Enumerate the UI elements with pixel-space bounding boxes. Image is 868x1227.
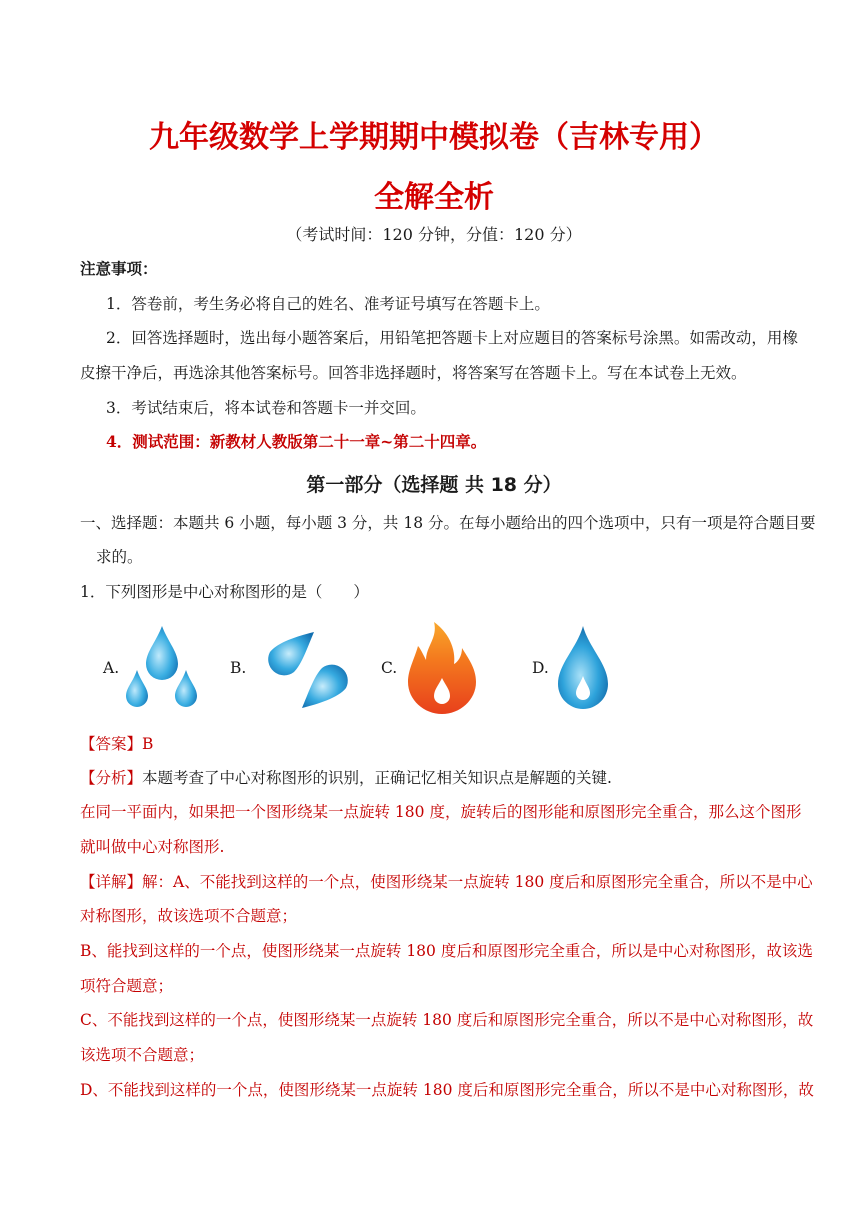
note-item-3: 3．考试结束后，将本试卷和答题卡一并交回。 (106, 399, 426, 417)
page-title: 九年级数学上学期期中模拟卷（吉林专用） (149, 120, 719, 155)
definition-line-2: 就叫做中心对称图形. (80, 838, 225, 856)
instructions-line-1: 一、选择题：本题共 6 小题，每小题 3 分，共 18 分。在每小题给出的四个选项中，只有一项是符合题目要 (80, 514, 816, 532)
notes-heading: 注意事项： (80, 259, 158, 278)
question-1-stem: 1．下列图形是中心对称图形的是（ ） (80, 583, 369, 601)
flame-icon (404, 620, 480, 716)
detail-b-line-2: 项符合题意； (80, 977, 174, 995)
exam-info: （考试时间：120 分钟，分值：120 分） (286, 225, 582, 244)
answer: 【答案】B (80, 735, 154, 753)
option-a-label: A. (103, 659, 120, 677)
note-item-1: 1．答卷前，考生务必将自己的姓名、准考证号填写在答题卡上。 (106, 295, 550, 313)
note-item-4-text: 测试范围：新教材人教版第二十一章~第二十四章。 (132, 432, 487, 451)
note-item-4 (106, 431, 486, 453)
section-heading: 第一部分（选择题 共 18 分） (306, 474, 562, 496)
analysis (80, 767, 612, 789)
analysis-text: 本题考查了中心对称图形的识别，正确记忆相关知识点是解题的关键. (142, 769, 612, 787)
page-subtitle: 全解全析 (374, 180, 494, 215)
detail-c-line-1: C、不能找到这样的一个点，使图形绕某一点旋转 180 度后和原图形完全重合，所以不是中心对称图形，故 (80, 1011, 814, 1029)
note-item-4-number: 4． (106, 432, 133, 451)
analysis-label: 【分析】 (80, 769, 143, 787)
water-drop-single-icon (552, 624, 614, 716)
water-drops-three-icon (122, 624, 202, 714)
option-d-label: D. (532, 659, 549, 677)
note-item-2-line-2: 皮擦干净后，再选涂其他答案标号。回答非选择题时，将答案写在答题卡上。写在本试卷上无效。 (80, 364, 747, 382)
detail-a-line-1 (80, 871, 813, 893)
option-c-label: C. (381, 659, 398, 677)
detail-label: 【详解】 (80, 873, 143, 891)
option-b-label: B. (230, 659, 247, 677)
detail-b-line-1: B、能找到这样的一个点，使图形绕某一点旋转 180 度后和原图形完全重合，所以是中心对称图形，故该选 (80, 942, 813, 960)
detail-a-text: 解：A、不能找到这样的一个点，使图形绕某一点旋转 180 度后和原图形完全重合，所以不是中心 (142, 873, 813, 891)
water-drops-two-icon (258, 626, 358, 714)
note-item-2-line-1: 2．回答选择题时，选出每小题答案后，用铅笔把答题卡上对应题目的答案标号涂黑。如需改动，用橡 (106, 329, 798, 347)
detail-a-line-2: 对称图形，故该选项不合题意； (80, 907, 298, 925)
detail-c-line-2: 该选项不合题意； (80, 1046, 205, 1064)
definition-line-1: 在同一平面内，如果把一个图形绕某一点旋转 180 度，旋转后的图形能和原图形完全重合，那么这个图形 (80, 803, 802, 821)
instructions-line-2: 求的。 (96, 548, 143, 566)
detail-d-line-1: D、不能找到这样的一个点，使图形绕某一点旋转 180 度后和原图形完全重合，所以不是中心对称图形，故 (80, 1081, 814, 1099)
